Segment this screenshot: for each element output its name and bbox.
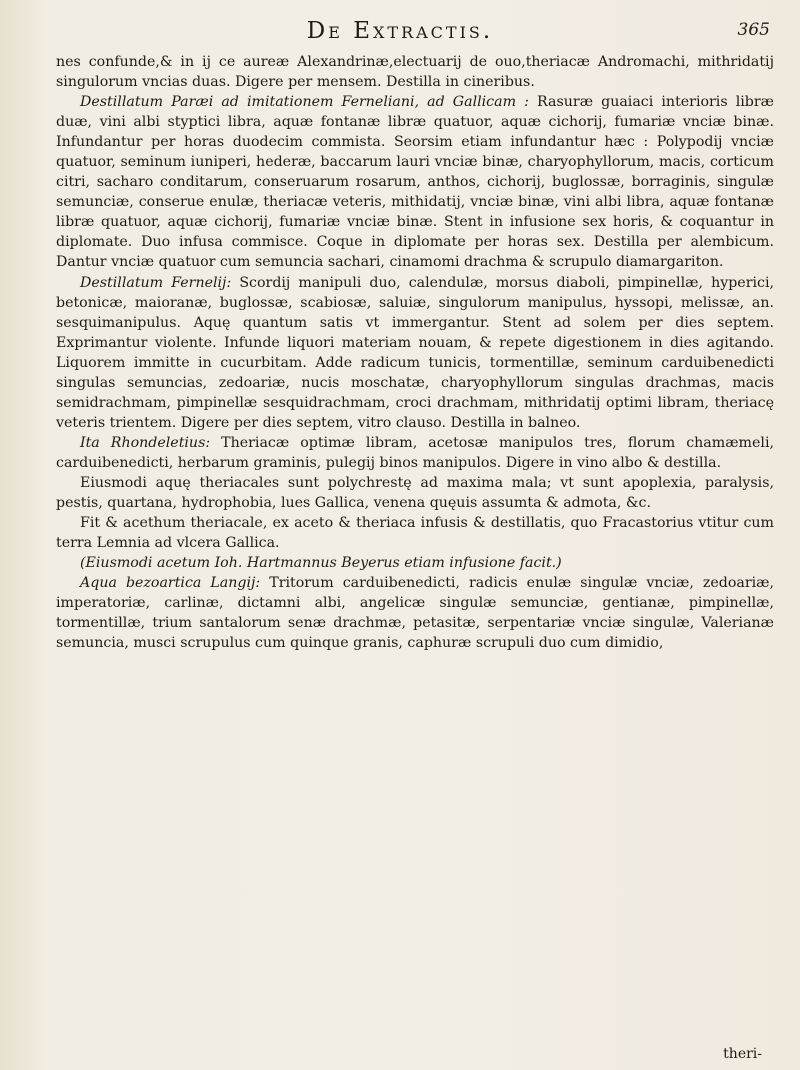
paragraph-beyerus-note (56, 553, 774, 573)
paragraph-aqua-bezoartica (56, 573, 774, 653)
paragraph-body: nes confunde,& in ij ce aureæ Alexandrinæ,electuarij de ouo,theriacæ Andromachi, mithridatij singulorum vncias duas. Digere per mensem. Destilla in cineribus. (56, 54, 774, 91)
running-head (0, 14, 800, 48)
body-text (56, 52, 774, 653)
paragraph-heading: Aqua bezoartica Langij: (80, 575, 270, 592)
paragraph-continuation (56, 52, 774, 92)
paragraph-aquae-theriacales (56, 473, 774, 513)
paragraph-body: Fit & acethum theriacale, ex aceto & theriaca infusis & destillatis, quo Fracastorius vtitur cum terra Lemnia ad vlcera Gallica. (56, 515, 774, 552)
catchword: theri- (723, 1046, 762, 1062)
paragraph-acethum (56, 513, 774, 553)
paragraph-destillatum-paraei (56, 92, 774, 272)
paragraph-body: Theriacæ optimæ libram, acetosæ manipulos tres, florum chamæmeli, carduibenedicti, herbarum graminis, pulegij binos manipulos. Digere in vino albo & destilla. (56, 434, 774, 471)
paragraph-body: Tritorum carduibenedicti, radicis enulæ singulæ vnciæ, zedoariæ, imperatoriæ, carlinæ, dictamni albi, angelicæ singulæ semunciæ, gentianæ, pimpinellæ, tormentillæ, trium santalorum senæ drachmæ, petasitæ, serpentariæ vnciæ singulæ, Valerianæ semuncia, musci scrupulus cum quinque granis, caphuræ scrupuli duo cum dimidio, (56, 575, 774, 652)
paragraph-body: Rasuræ guaiaci interioris libræ duæ, vini albi styptici libra, aquæ fontanæ libræ quatuor, aquæ cichorij, fumariæ vnciæ binæ. Infundantur per horas duodecim commista. Seorsim etiam infundantur hæc : Polypodij vnciæ quatuor, seminum iuniperi, hederæ, baccarum lauri vnciæ binæ, charyophyllorum, macis, corticum citri, sacharo conditarum, conseruarum rosarum, anthos, cichorij, buglossæ, borraginis, singulæ semunciæ, conserue enulæ, theriacæ veteris, mithidatij, vnciæ binæ, vini albi libra, aquæ fontanæ libræ quatuor, aquæ cichorij, fumariæ vnciæ binæ. Stent in infusione sex horis, & coquantur in diplomate. Duo infusa commisce. Coque in diplomate per horas sex. Destilla per alembicum. Dantur vnciæ quatuor cum semuncia sachari, cinamomi drachma & scrupulo diamargariton. (56, 94, 775, 271)
paragraph-heading: Ita Rhondeletius: (80, 434, 222, 451)
paragraph-body: Scordij manipuli duo, calendulæ, morsus diaboli, pimpinellæ, hyperici, betonicæ, maioranæ, buglossæ, scabiosæ, saluiæ, singulorum manipulus, hyssopi, melissæ, an. sesquimanipulus. Aquę quantum satis vt immergantur. Stent ad solem per dies septem. Exprimantur violente. Infunde liquori materiam nouam, & repete digestionem in dies agitando. Liquorem immitte in cucurbitam. Adde radicum tunicis, tormentillæ, seminum carduibenedicti singulas semuncias, zedoariæ, nucis moschatæ, charyophyllorum singulas drachmas, macis semidrachmam, pimpinellæ sesquidrachmam, croci drachmam, mithridatij optimi libram, theriacę veteris trientem. Digere per dies septem, vitro clauso. Destilla in balneo. (56, 274, 775, 431)
page-number: 365 (737, 20, 770, 40)
paragraph-heading: Destillatum Fernelij: (80, 274, 240, 291)
paragraph-destillatum-fernelii (56, 273, 774, 433)
paragraph-body: (Eiusmodi acetum Ioh. Hartmannus Beyerus etiam infusione facit.) (80, 555, 562, 572)
running-head-title: De Extractis. (306, 18, 494, 44)
paragraph-rhondeletius (56, 433, 774, 473)
paragraph-heading: Destillatum Paræi ad imitationem Ferneliani, ad Gallicam : (80, 94, 538, 111)
paragraph-body: Eiusmodi aquę theriacales sunt polychrestę ad maxima mala; vt sunt apoplexia, paralysis, pestis, quartana, hydrophobia, lues Gallica, venena quęuis assumta & admota, &c. (56, 474, 774, 512)
